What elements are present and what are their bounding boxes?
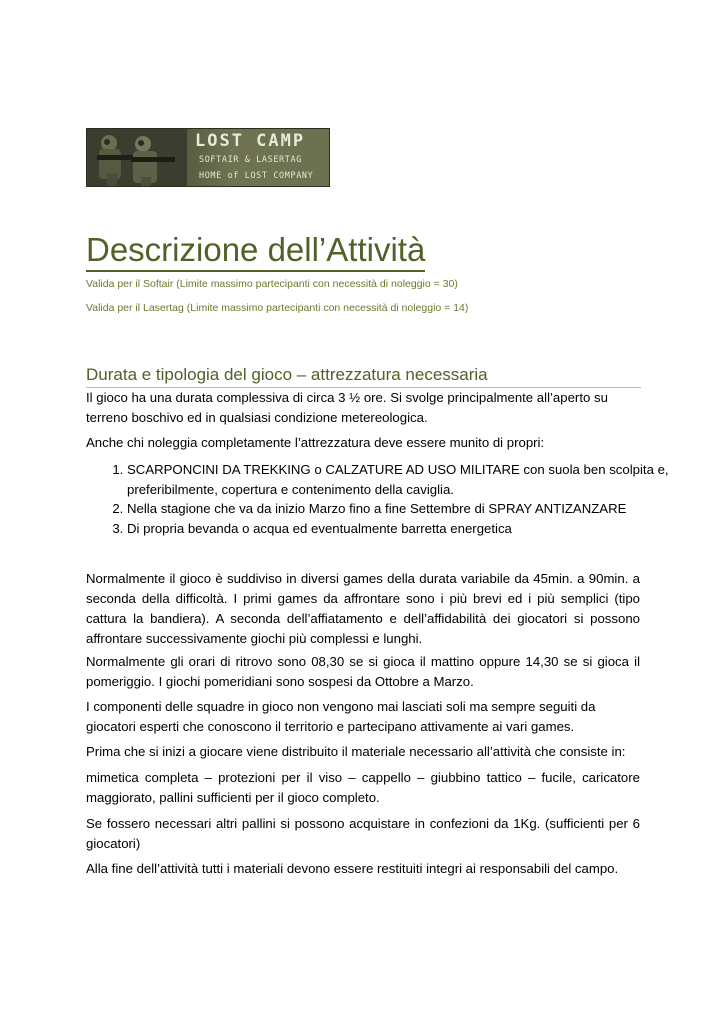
- return-paragraph: Alla fine dell’attività tutti i materiali devono essere restituiti integri ai responsabili del campo.: [86, 861, 619, 876]
- logo-subtitle-2: HOME of LOST COMPANY: [199, 171, 314, 181]
- schedule-paragraph: Normalmente gli orari di ritrovo sono 08,30 se si gioca il mattino oppure 14,30 se si gioca il pomeriggio. I giochi pomeridiani sono sospesi da Ottobre a Marzo.: [86, 654, 640, 689]
- materials-lead: Prima che si inizi a giocare viene distribuito il materiale necessario all’attività che consiste in:: [86, 744, 626, 759]
- pellets-paragraph: Se fossero necessari altri pallini si possono acquistare in confezioni da 1Kg. (sufficienti per 6 giocatori): [86, 816, 640, 851]
- list-item: 2. Nella stagione che va da inizio Marzo fino a fine Settembre di SPRAY ANTIZANZARE: [127, 499, 681, 519]
- lost-camp-logo: [86, 128, 330, 187]
- logo-subtitle-1: SOFTAIR & LASERTAG: [199, 155, 302, 165]
- lasertag-note: Valida per il Lasertag (Limite massimo partecipanti con necessità di noleggio = 14): [86, 302, 469, 314]
- section-title: Durata e tipologia del gioco – attrezzatura necessaria: [86, 364, 641, 388]
- list-item: 3. Di propria bevanda o acqua ed eventualmente barretta energetica: [127, 519, 681, 539]
- softair-note: Valida per il Softair (Limite massimo partecipanti con necessità di noleggio = 30): [86, 278, 458, 290]
- teams-paragraph: I componenti delle squadre in gioco non vengono mai lasciati soli ma sempre seguiti da giocatori esperti che conoscono il territorio e partecipano attivamente ai vari games.: [86, 699, 596, 734]
- materials-paragraph: mimetica completa – protezioni per il viso – cappello – giubbino tattico – fucile, caricatore maggiorato, pallini sufficienti per il gioco completo.: [86, 770, 640, 805]
- soldiers-silhouette-icon: [87, 129, 187, 187]
- list-item: 1. SCARPONCINI DA TREKKING o CALZATURE AD USO MILITARE con suola ben scolpita e, preferibilmente, copertura e contenimento della caviglia.: [127, 460, 681, 499]
- equipment-lead: Anche chi noleggia completamente l’attrezzatura deve essere munito di propri:: [86, 435, 545, 450]
- games-paragraph: Normalmente il gioco è suddiviso in diversi games della durata variabile da 45min. a 90min. a seconda della difficoltà. I primi games da affrontare sono i più brevi ed i più semplici (tipo cattura la bandiera). A seconda dell’affiatamento e dell’affidabilità dei giocatori si possono affrontare successivamente giochi più complessi e lunghi.: [86, 571, 640, 646]
- page-title: Descrizione dell’Attività: [86, 230, 425, 272]
- logo-title: LOST CAMP: [195, 131, 306, 151]
- requirements-list: [86, 460, 681, 538]
- intro-paragraph: Il gioco ha una durata complessiva di circa 3 ½ ore. Si svolge principalmente all’aperto su terreno boschivo ed in qualsiasi condizione metereologica.: [86, 390, 608, 425]
